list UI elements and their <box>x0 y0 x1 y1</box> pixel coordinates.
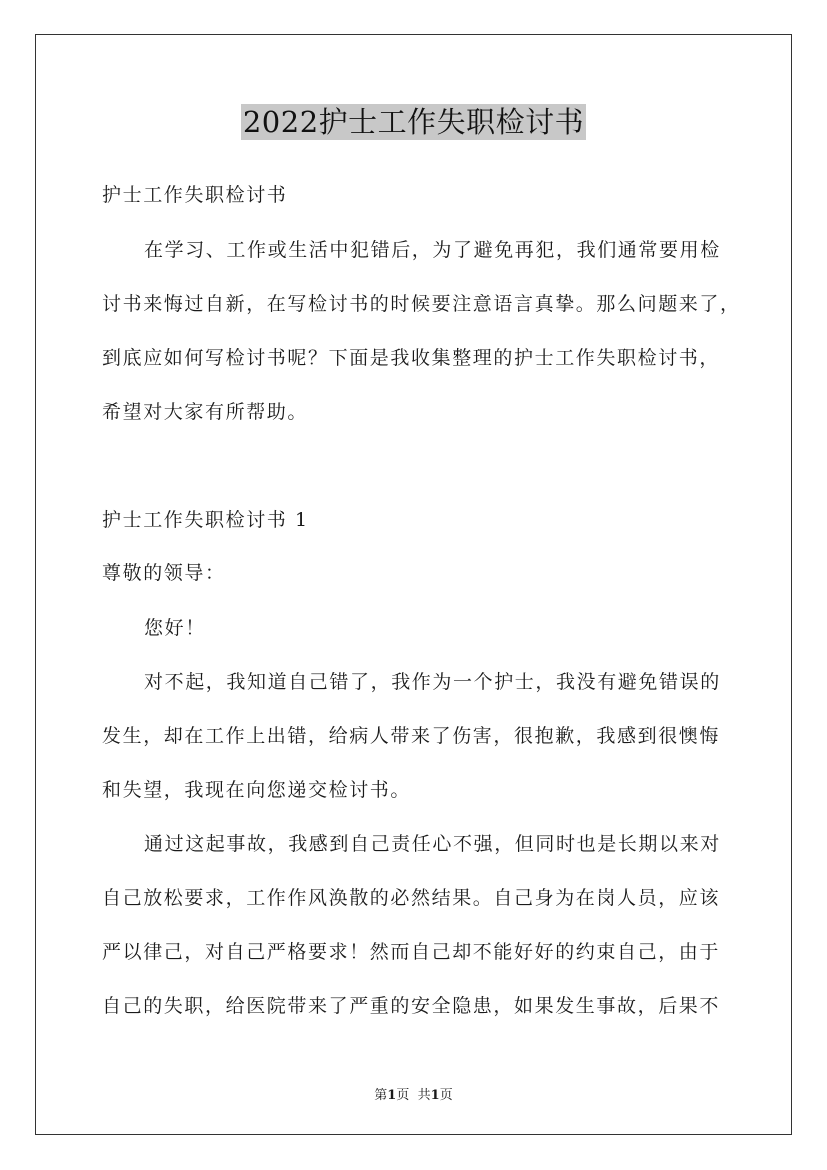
salutation: 尊敬的领导： <box>102 562 226 584</box>
title-container <box>0 104 827 140</box>
intro-line-1: 在学习、工作或生活中犯错后，为了避免再犯，我们通常要用检 <box>144 239 721 261</box>
para2-line-4: 自己的失职，给医院带来了严重的安全隐患，如果发生事故，后果不 <box>102 995 721 1017</box>
intro-line-3: 到底应如何写检讨书呢？下面是我收集整理的护士工作失职检讨书， <box>102 347 721 369</box>
para1-line-3: 和失望，我现在向您递交检讨书。 <box>102 779 412 801</box>
para2-line-1: 通过这起事故，我感到自己责任心不强，但同时也是长期以来对 <box>144 833 721 855</box>
para2-line-3: 严以律己，对自己严格要求！然而自己却不能好好的约束自己，由于 <box>102 941 721 963</box>
intro-line-2: 讨书来悔过自新，在写检讨书的时候要注意语言真挚。那么问题来了， <box>102 293 741 315</box>
section-heading: 护士工作失职检讨书 1 <box>102 509 309 531</box>
footer-page-prefix: 第 <box>374 1088 388 1103</box>
document-title: 2022护士工作失职检讨书 <box>242 105 585 139</box>
footer-total-number: 1 <box>430 1088 440 1103</box>
document-subtitle: 护士工作失职检讨书 <box>102 184 288 206</box>
footer-total-prefix: 共 <box>417 1088 431 1103</box>
footer-total-suffix: 页 <box>439 1088 453 1103</box>
footer-page-suffix: 页 <box>396 1088 410 1103</box>
para1-line-1: 对不起，我知道自己错了，我作为一个护士，我没有避免错误的 <box>144 671 721 693</box>
para2-line-2: 自己放松要求，工作作风涣散的必然结果。自己身为在岗人员，应该 <box>102 887 721 909</box>
para1-line-2: 发生，却在工作上出错，给病人带来了伤害，很抱歉，我感到很懊悔 <box>102 725 721 747</box>
greeting: 您好！ <box>144 617 206 639</box>
page-footer <box>0 1084 827 1103</box>
intro-line-4: 希望对大家有所帮助。 <box>102 401 309 423</box>
footer-page-number: 1 <box>387 1088 397 1103</box>
